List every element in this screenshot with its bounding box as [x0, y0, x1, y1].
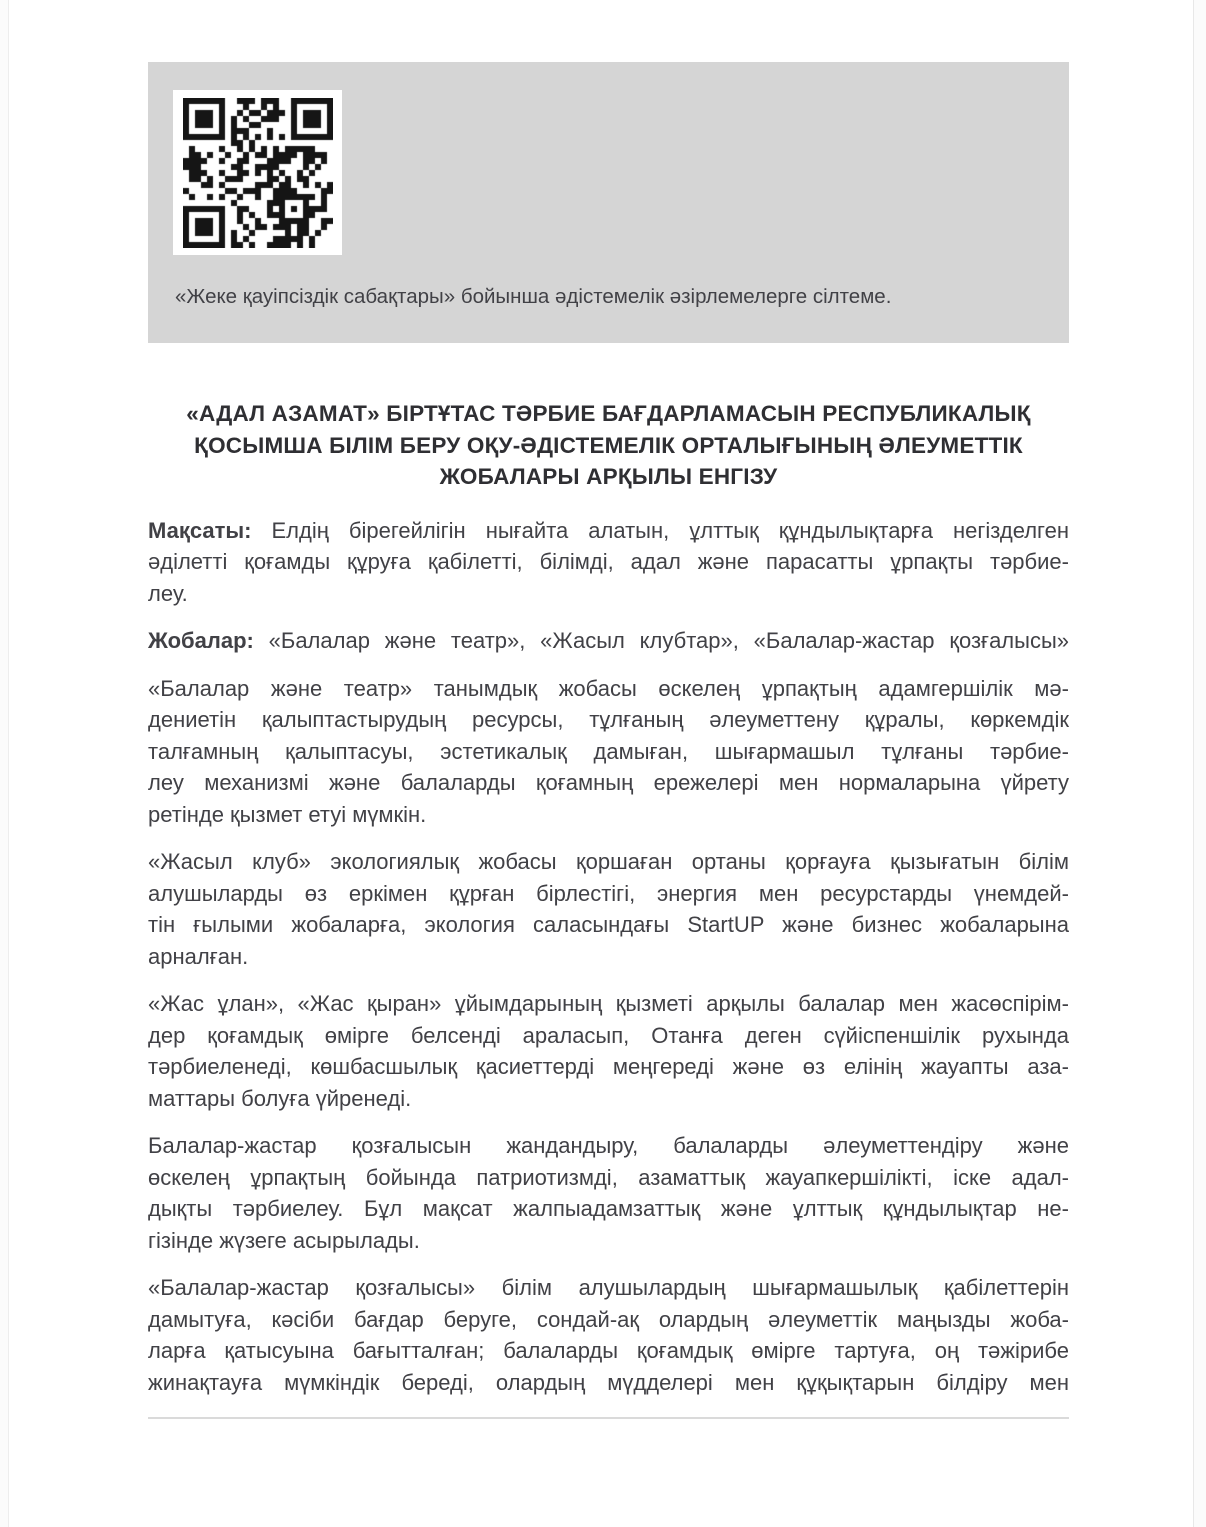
paragraph — [148, 673, 1069, 831]
qr-panel — [148, 62, 1069, 343]
text-line: гізінде жүзеге асырылады. — [148, 1227, 420, 1253]
text-line: тәрбиеленеді, көшбасшылық қасиеттерді меңгереді және өз елінің жауапты аза- — [148, 1054, 1069, 1079]
page-divider — [148, 1417, 1069, 1419]
text-line: Мақсаты: Елдің бірегейлігін нығайта алатын, ұлттық құндылықтарға негізделген — [148, 517, 1069, 543]
article-body — [148, 515, 1069, 1399]
title-line: ЖОБАЛАРЫ АРҚЫЛЫ ЕНГІЗУ — [439, 464, 778, 489]
title-line: «АДАЛ АЗАМАТ» БІРТҰТАС ТӘРБИЕ БАҒДАРЛАМАСЫН РЕСПУБЛИКАЛЫҚ — [186, 401, 1031, 426]
text-line: талғамның қалыптасуы, эстетикалық дамыған, шығармашыл тұлғаны тәрбие- — [148, 738, 1069, 764]
text-line: жинақтауға мүмкіндік береді, олардың мүдделері мен құқықтарын білдіру мен — [148, 1369, 1069, 1395]
text-line: «Балалар және театр» танымдық жобасы өскелең ұрпақтың адамгершілік мә- — [148, 675, 1069, 701]
scrollbar-track[interactable] — [1193, 0, 1206, 1527]
paragraph — [148, 988, 1069, 1114]
article-title — [148, 398, 1069, 493]
text-line: ретінде қызмет етуі мүмкін. — [148, 801, 427, 827]
text-line: арналған. — [148, 943, 249, 969]
text-line: ларға қатысуына бағытталған; балаларды қоғамдық өмірге тартуға, оң тәжірибе — [148, 1338, 1069, 1363]
page-left-edge — [0, 0, 9, 1527]
paragraph-lead: Жобалар: — [148, 628, 254, 653]
qr-caption: «Жеке қауіпсіздік сабақтары» бойынша әдістемелік әзірлемелерге сілтеме. — [175, 285, 892, 308]
text-line: тін ғылыми жобаларға, экология саласындағы StartUP және бизнес жобаларына — [148, 912, 1069, 937]
paragraph — [148, 625, 1069, 657]
text-line: алушыларды өз еркімен құрған бірлестігі, энергия мен ресурстарды үнемдей- — [148, 880, 1069, 906]
paragraph — [148, 1272, 1069, 1398]
document-page — [148, 0, 1069, 1419]
text-line: «Жасыл клуб» экологиялық жобасы қоршаған ортаны қорғауға қызығатын білім — [148, 849, 1069, 874]
text-line: өскелең ұрпақтың бойында патриотизмді, азаматтық жауапкершілікті, іске адал- — [148, 1164, 1069, 1190]
title-line: ҚОСЫМША БІЛІМ БЕРУ ОҚУ-ӘДІСТЕМЕЛІК ОРТАЛЫҒЫНЫҢ ӘЛЕУМЕТТІК — [194, 432, 1023, 458]
text-line: дер қоғамдық өмірге белсенді араласып, Отанға деген сүйіспеншілік рухында — [148, 1022, 1069, 1048]
text-line: «Жас ұлан», «Жас қыран» ұйымдарының қызметі арқылы балалар мен жасөспірім- — [148, 991, 1069, 1016]
text-line: леу. — [148, 580, 188, 606]
text-line: дықты тәрбиелеу. Бұл мақсат жалпыадамзаттық және ұлттық құндылықтар не- — [148, 1196, 1069, 1221]
text-line: әділетті қоғамды құруға қабілетті, білімді, адал және парасатты ұрпақты тәрбие- — [148, 549, 1069, 574]
paragraph — [148, 1130, 1069, 1256]
text-line: «Балалар-жастар қозғалысы» білім алушылардың шығармашылық қабілеттерін — [148, 1275, 1069, 1300]
paragraph — [148, 515, 1069, 610]
text-line: Балалар-жастар қозғалысын жандандыру, балаларды әлеуметтендіру және — [148, 1133, 1069, 1158]
qr-code-box — [173, 90, 342, 255]
qr-code-icon — [183, 98, 333, 248]
text-line: дениетін қалыптастырудың ресурсы, тұлғаның әлеуметтену құралы, көркемдік — [148, 707, 1069, 732]
paragraph — [148, 846, 1069, 972]
text-line: дамытуға, кәсіби бағдар беруге, сондай-ақ олардың әлеуметтік маңызды жоба- — [148, 1306, 1069, 1332]
paragraph-lead: Мақсаты: — [148, 517, 252, 543]
text-line: маттары болуға үйренеді. — [148, 1085, 412, 1111]
text-line: Жобалар: «Балалар және театр», «Жасыл клубтар», «Балалар-жастар қозғалысы» — [148, 628, 1069, 653]
text-line: леу механизмі және балаларды қоғамның ережелері мен нормаларына үйрету — [148, 770, 1069, 795]
